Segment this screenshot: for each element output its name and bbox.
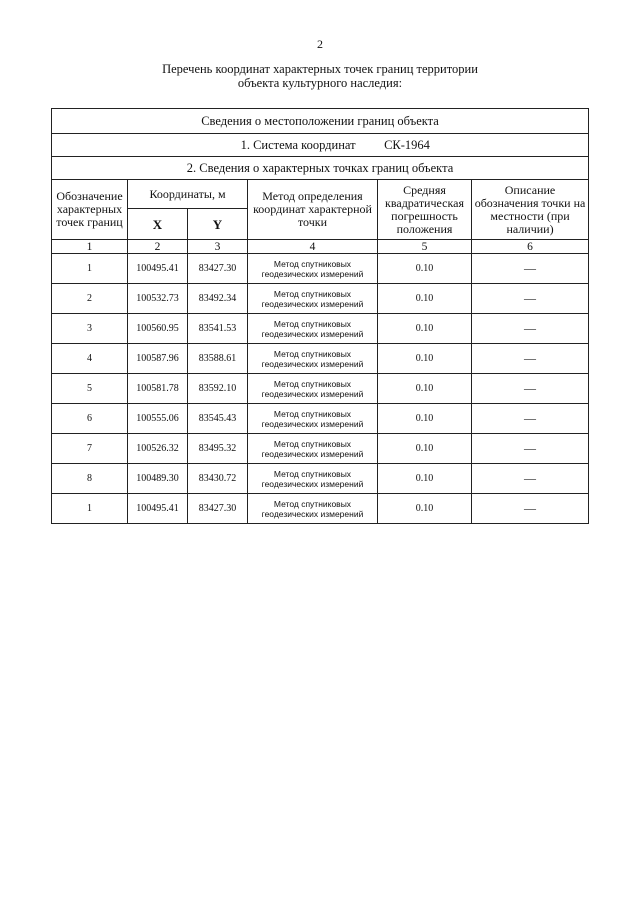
header-point-id: Обозначение характерных точек границ [52, 180, 128, 240]
table-row [52, 494, 589, 524]
method-text-line: геодезических измерений [261, 478, 364, 489]
x-coordinate-cell: 100560.95 [128, 314, 188, 344]
y-coordinate-cell: 83588.61 [188, 344, 248, 374]
method-cell [248, 404, 378, 434]
coordinate-system-label: 1. Система координат [240, 137, 356, 152]
description-cell: — [472, 314, 589, 344]
method-text-line: Метод спутниковых [273, 498, 352, 509]
x-coordinate-cell: 100489.30 [128, 464, 188, 494]
document-title [120, 62, 520, 90]
method-text-line: геодезических измерений [261, 418, 364, 429]
method-text-line: геодезических измерений [261, 358, 364, 369]
point-id-cell: 2 [52, 284, 128, 314]
y-coordinate-cell: 83427.30 [188, 254, 248, 284]
method-cell [248, 314, 378, 344]
method-text-line: геодезических измерений [261, 508, 364, 519]
x-coordinate-cell: 100581.78 [128, 374, 188, 404]
method-text-line: Метод спутниковых [273, 318, 352, 329]
coordinate-system-value: СК-1964 [384, 137, 430, 152]
points-info-label: 2. Сведения о характерных точках границ объекта [52, 157, 589, 180]
description-cell: — [472, 464, 589, 494]
method-text-line: геодезических измерений [261, 448, 364, 459]
method-cell [248, 344, 378, 374]
method-text-line: Метод спутниковых [273, 408, 352, 419]
accuracy-cell: 0.10 [378, 434, 472, 464]
column-number: 2 [128, 240, 188, 254]
accuracy-cell: 0.10 [378, 254, 472, 284]
method-text-line: Метод спутниковых [273, 378, 352, 389]
method-text-line: Метод спутниковых [273, 348, 352, 359]
method-text-line: Метод спутниковых [273, 438, 352, 449]
method-text-line: геодезических измерений [261, 328, 364, 339]
column-number: 5 [378, 240, 472, 254]
header-method: Метод определения координат характерной точки [248, 180, 378, 240]
column-number: 6 [472, 240, 589, 254]
coordinates-table [51, 108, 589, 524]
y-coordinate-cell: 83545.43 [188, 404, 248, 434]
description-cell: — [472, 254, 589, 284]
description-cell: — [472, 434, 589, 464]
table-row [52, 254, 589, 284]
description-cell: — [472, 284, 589, 314]
method-text-line: геодезических измерений [261, 298, 364, 309]
header-description: Описание обозначения точки на местности (при наличии) [472, 180, 589, 240]
coordinate-system-cell [52, 134, 589, 157]
table-row [52, 284, 589, 314]
x-coordinate-cell: 100587.96 [128, 344, 188, 374]
y-coordinate-cell: 83492.34 [188, 284, 248, 314]
point-id-cell: 1 [52, 254, 128, 284]
method-cell [248, 254, 378, 284]
y-coordinate-cell: 83541.53 [188, 314, 248, 344]
column-number: 3 [188, 240, 248, 254]
method-cell [248, 464, 378, 494]
accuracy-cell: 0.10 [378, 464, 472, 494]
header-accuracy: Средняя квадратическая погрешность положения [378, 180, 472, 240]
x-coordinate-cell: 100495.41 [128, 254, 188, 284]
header-row-1 [52, 180, 589, 209]
method-text-line: Метод спутниковых [273, 258, 352, 269]
description-cell: — [472, 344, 589, 374]
y-coordinate-cell: 83427.30 [188, 494, 248, 524]
table-row [52, 404, 589, 434]
method-text-line: геодезических измерений [261, 268, 364, 279]
accuracy-cell: 0.10 [378, 344, 472, 374]
point-id-cell: 5 [52, 374, 128, 404]
y-coordinate-cell: 83592.10 [188, 374, 248, 404]
x-coordinate-cell: 100555.06 [128, 404, 188, 434]
x-coordinate-cell: 100495.41 [128, 494, 188, 524]
column-number: 1 [52, 240, 128, 254]
table-row [52, 344, 589, 374]
section-title: Сведения о местоположении границ объекта [52, 109, 589, 134]
header-y: Y [188, 209, 248, 240]
method-cell [248, 434, 378, 464]
x-coordinate-cell: 100526.32 [128, 434, 188, 464]
description-cell: — [472, 374, 589, 404]
points-info-row [52, 157, 589, 180]
column-number-row [52, 240, 589, 254]
header-coordinates: Координаты, м [128, 180, 248, 209]
header-x: X [128, 209, 188, 240]
point-id-cell: 4 [52, 344, 128, 374]
point-id-cell: 7 [52, 434, 128, 464]
description-cell: — [472, 404, 589, 434]
x-coordinate-cell: 100532.73 [128, 284, 188, 314]
table-row [52, 314, 589, 344]
method-cell [248, 374, 378, 404]
method-text-line: Метод спутниковых [273, 468, 352, 479]
accuracy-cell: 0.10 [378, 284, 472, 314]
coordinate-system-row [52, 134, 589, 157]
table-row [52, 464, 589, 494]
document-title-line-2: объекта культурного наследия: [237, 76, 403, 90]
data-rows [52, 254, 589, 524]
column-number: 4 [248, 240, 378, 254]
point-id-cell: 6 [52, 404, 128, 434]
point-id-cell: 1 [52, 494, 128, 524]
accuracy-cell: 0.10 [378, 404, 472, 434]
description-cell: — [472, 494, 589, 524]
method-text-line: Метод спутниковых [273, 288, 352, 299]
document-title-line-1: Перечень координат характерных точек границ территории [162, 62, 478, 76]
y-coordinate-cell: 83430.72 [188, 464, 248, 494]
accuracy-cell: 0.10 [378, 494, 472, 524]
section-title-row [52, 109, 589, 134]
table-row [52, 374, 589, 404]
table-row [52, 434, 589, 464]
method-cell [248, 284, 378, 314]
point-id-cell: 8 [52, 464, 128, 494]
method-text-line: геодезических измерений [261, 388, 364, 399]
method-cell [248, 494, 378, 524]
page-number: 2 [317, 37, 323, 51]
accuracy-cell: 0.10 [378, 314, 472, 344]
accuracy-cell: 0.10 [378, 374, 472, 404]
y-coordinate-cell: 83495.32 [188, 434, 248, 464]
point-id-cell: 3 [52, 314, 128, 344]
